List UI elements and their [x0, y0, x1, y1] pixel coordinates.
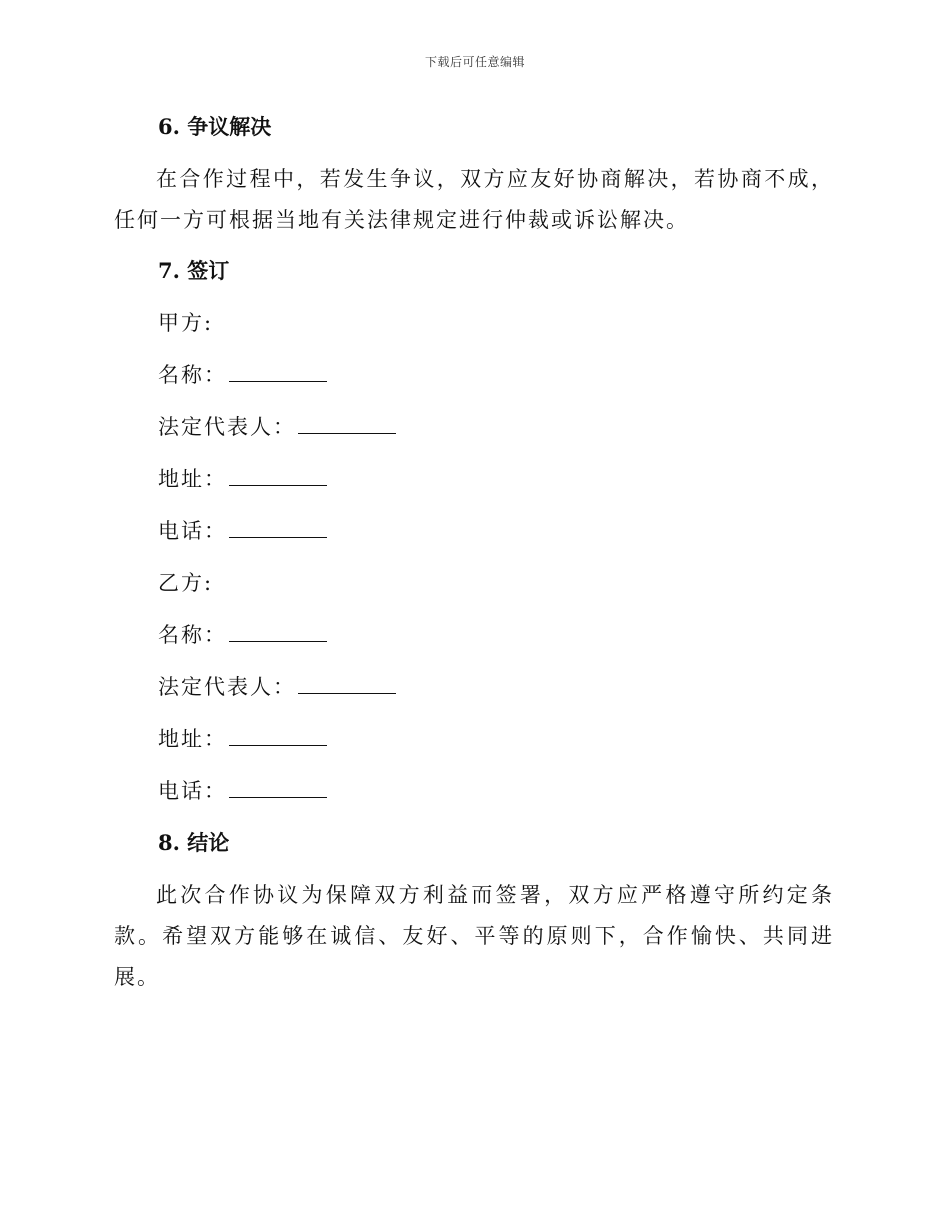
party-a-rep-label: 法定代表人：: [158, 415, 296, 439]
party-b-address-field: [158, 724, 834, 754]
party-b-name-blank[interactable]: [229, 621, 327, 642]
page-header-note: 下载后可任意编辑: [424, 55, 525, 69]
party-b-phone-label: 电话：: [158, 779, 227, 803]
party-b-name-field: [158, 620, 834, 650]
section-heading-conclusion: 8. 结论: [158, 830, 230, 855]
party-b-label: [158, 568, 834, 598]
party-a-phone-blank[interactable]: [229, 517, 327, 538]
party-b-phone-blank[interactable]: [229, 777, 327, 798]
party-a-name-label: 名称：: [158, 363, 227, 387]
party-b-label-text: 乙方:: [158, 571, 214, 595]
party-b-rep-label: 法定代表人：: [158, 675, 296, 699]
party-b-phone-field: [158, 776, 834, 806]
party-a-address-blank[interactable]: [229, 465, 327, 486]
party-a-phone-field: [158, 516, 834, 546]
party-a-rep-field: [158, 412, 834, 442]
party-b-rep-field: [158, 672, 834, 702]
party-b-name-label: 名称：: [158, 623, 227, 647]
party-a-address-field: [158, 464, 834, 494]
party-a-label-text: 甲方:: [158, 311, 214, 335]
party-a-name-blank[interactable]: [229, 361, 327, 382]
party-a-name-field: [158, 360, 834, 390]
party-a-label: [158, 308, 834, 338]
conclusion-paragraph: 此次合作协议为保障双方利益而签署，双方应严格遵守所约定条款。希望双方能够在诚信、友好、平等的原则下，合作愉快、共同进展。: [114, 883, 834, 989]
party-a-phone-label: 电话：: [158, 519, 227, 543]
party-b-address-blank[interactable]: [229, 725, 327, 746]
party-b-address-label: 地址：: [158, 727, 227, 751]
section-heading-dispute: 6. 争议解决: [158, 114, 272, 139]
section-heading-signing: 7. 签订: [158, 258, 230, 283]
document-body: [114, 112, 834, 998]
party-a-address-label: 地址：: [158, 467, 227, 491]
party-b-rep-blank[interactable]: [298, 673, 396, 694]
party-a-rep-blank[interactable]: [298, 413, 396, 434]
dispute-paragraph: 在合作过程中，若发生争议，双方应友好协商解决，若协商不成，任何一方可根据当地有关法律规定进行仲裁或诉讼解决。: [114, 167, 834, 232]
